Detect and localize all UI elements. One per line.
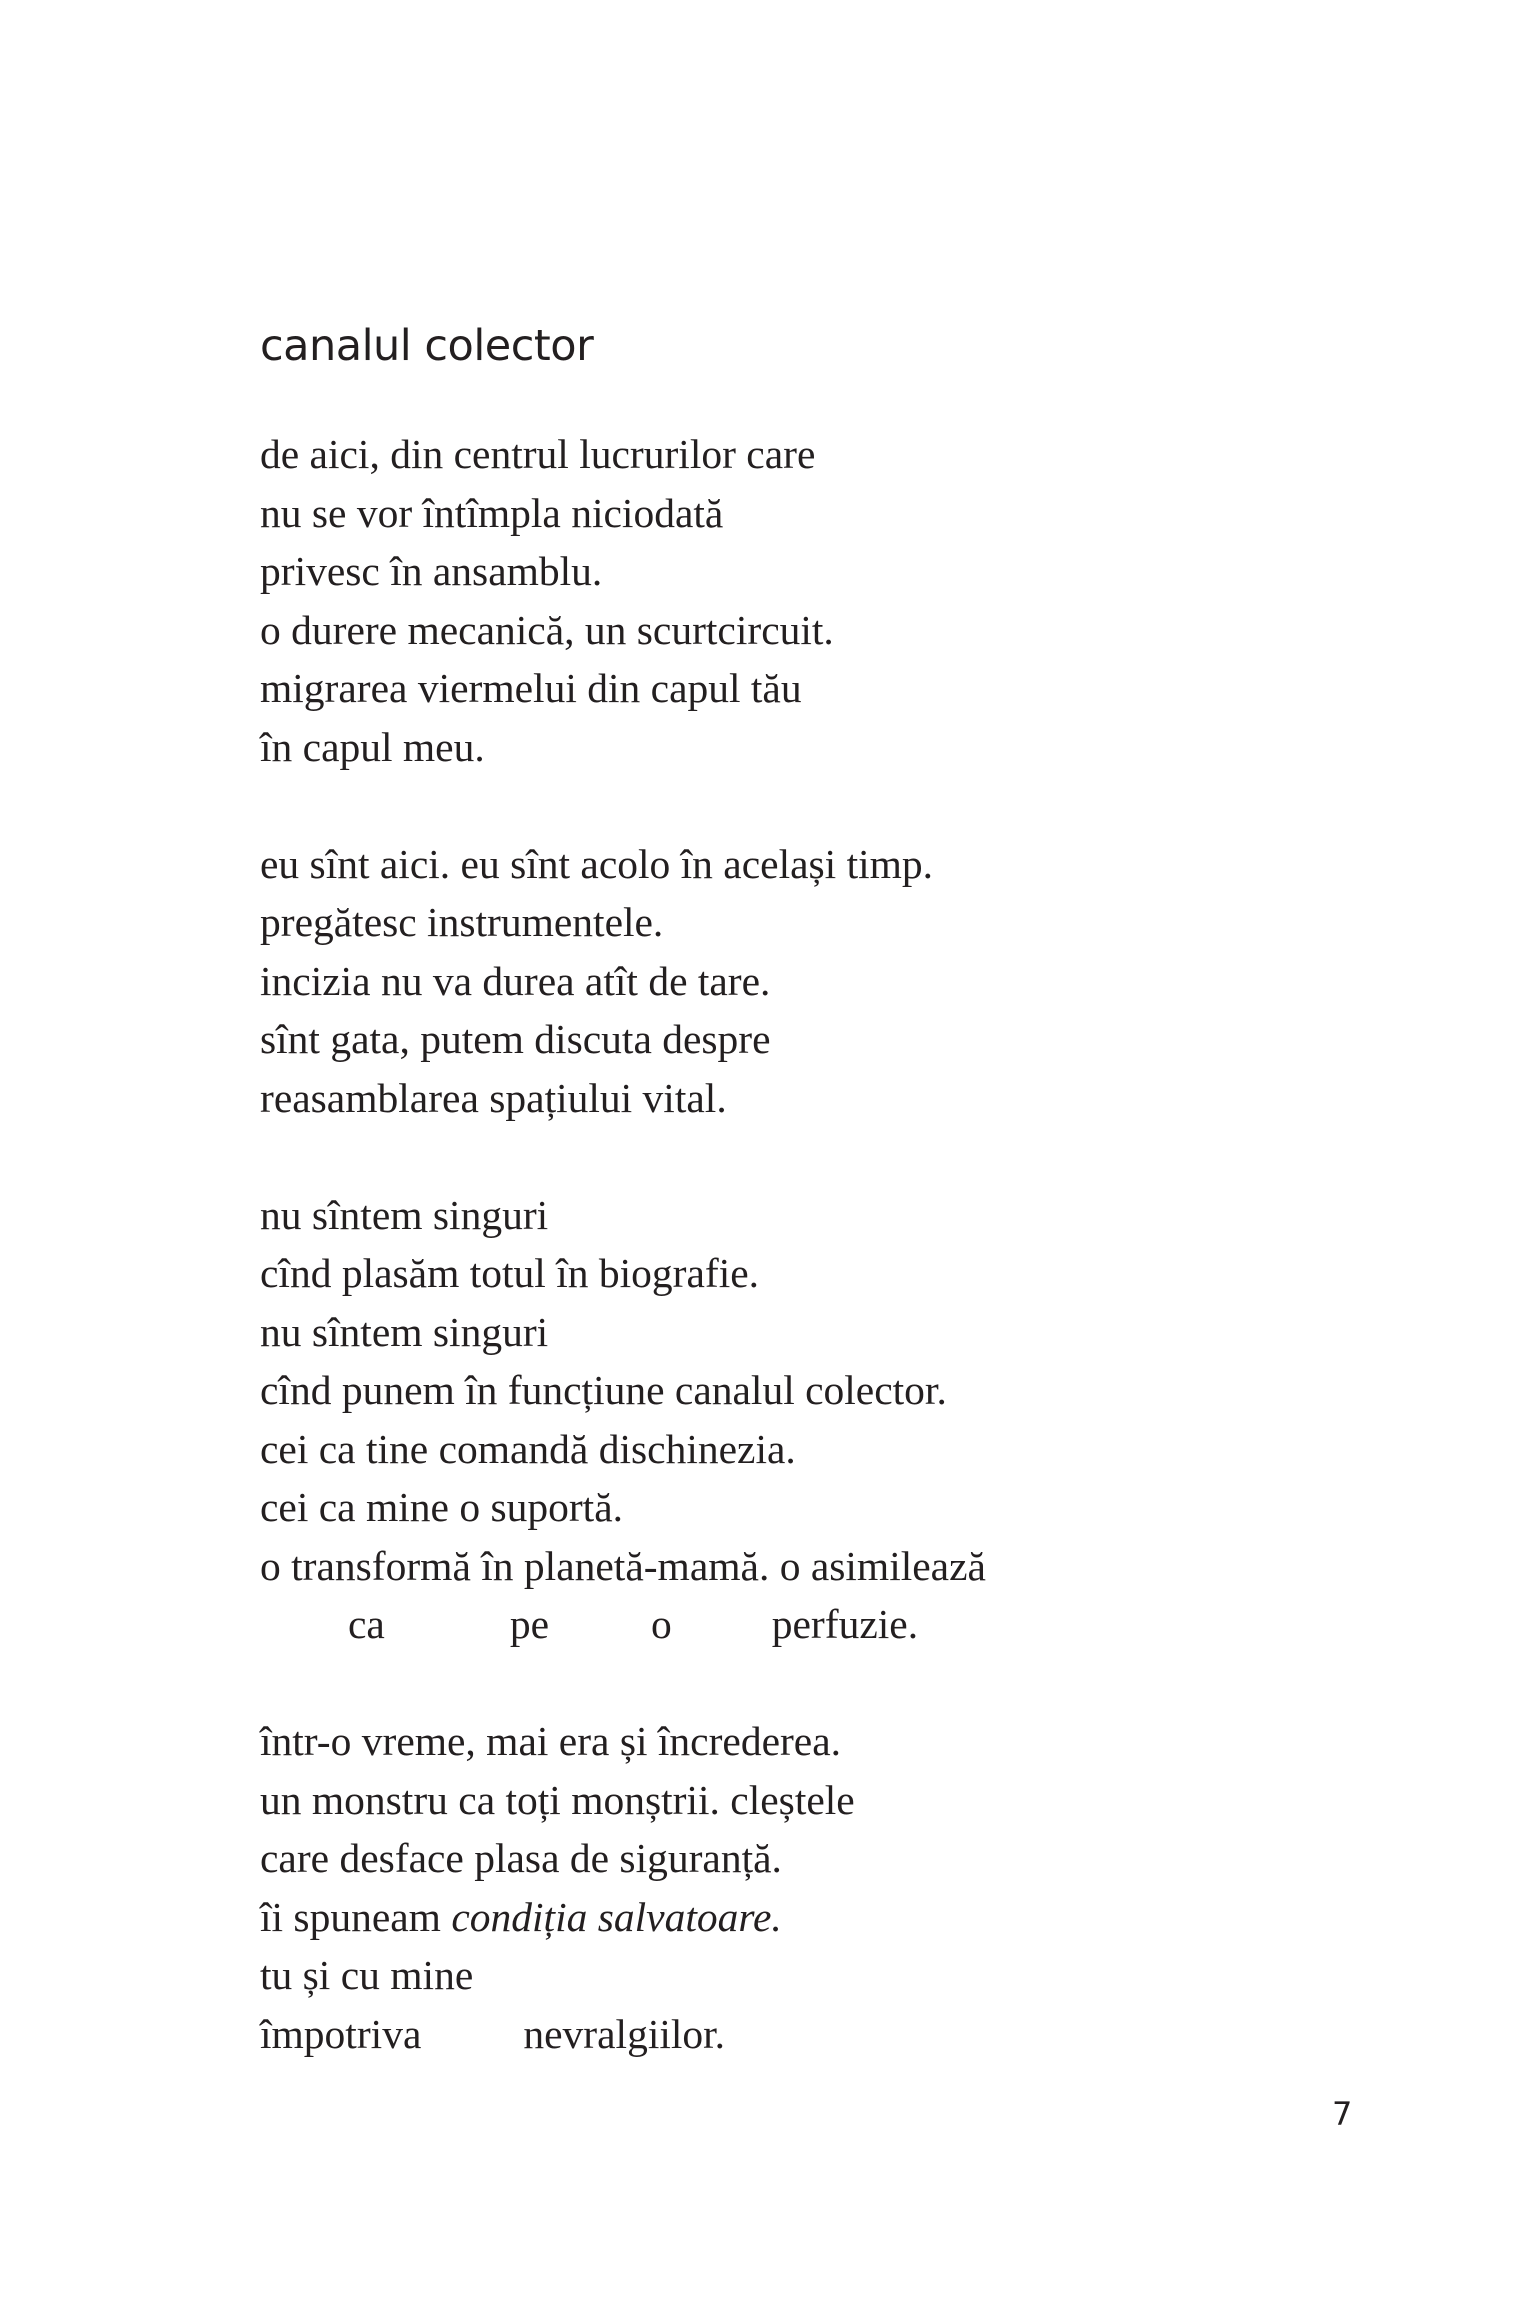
poem-line-mixed [260, 1888, 986, 1947]
spaced-word: ca [348, 1601, 385, 1647]
poem-line: cînd punem în funcțiune canalul colector. [260, 1367, 947, 1413]
page-number: 7 [1332, 2095, 1353, 2133]
poem-line-prefix: îi spuneam [260, 1893, 452, 1940]
poem-line: eu sînt aici. eu sînt acolo în același timp. [260, 840, 934, 887]
poem-line: în capul meu. [260, 723, 485, 770]
poem-line: pregătesc instrumentele. [260, 899, 664, 945]
spaced-word: împotriva [260, 2010, 422, 2057]
spaced-word: pe [509, 1601, 550, 1647]
stanza-2 [260, 835, 986, 1128]
poem-line: migrarea viermelui din capul tău [260, 665, 802, 711]
poem-line: tu și cu mine [260, 1952, 474, 1998]
poem-line: de aici, din centrul lucrurilor care [260, 431, 816, 477]
spaced-poem-line [260, 1595, 986, 1654]
poem-line: cînd plasăm totul în biografie. [260, 1250, 760, 1296]
stanza-4 [260, 1712, 986, 2063]
spaced-word: o [651, 1601, 672, 1647]
poem-line: o transformă în planetă-mamă. o asimilează [260, 1542, 986, 1589]
poem-line: nu se vor întîmpla niciodată [260, 489, 724, 536]
poem-body [260, 425, 986, 2122]
stanza-3 [260, 1186, 986, 1654]
poem-line: într-o vreme, mai era și încrederea. [260, 1718, 842, 1764]
poem-line: privesc în ansamblu. [260, 548, 603, 594]
poem-line: nu sîntem singuri [260, 1191, 549, 1238]
poem-title: canalul colector [260, 321, 594, 371]
poem-line: cei ca tine comandă dischinezia. [260, 1425, 796, 1472]
poem-line: reasamblarea spațiului vital. [260, 1074, 727, 1121]
stanza-1 [260, 425, 986, 776]
poem-line: cei ca mine o suportă. [260, 1484, 623, 1530]
italic-phrase: condiția salvatoare. [451, 1893, 782, 1940]
poem-line: o durere mecanică, un scurtcircuit. [260, 606, 834, 653]
poem-line: sînt gata, putem discuta despre [260, 1016, 771, 1062]
spaced-poem-line [260, 2005, 986, 2064]
spaced-word: perfuzie. [771, 1601, 919, 1647]
poem-line: nu sîntem singuri [260, 1308, 549, 1355]
spaced-word: nevralgiilor. [523, 2010, 726, 2057]
poem-line: incizia nu va durea atît de tare. [260, 957, 771, 1004]
poem-line: un monstru ca toți monștrii. cleștele [260, 1776, 855, 1823]
poem-line: care desface plasa de siguranță. [260, 1835, 782, 1881]
